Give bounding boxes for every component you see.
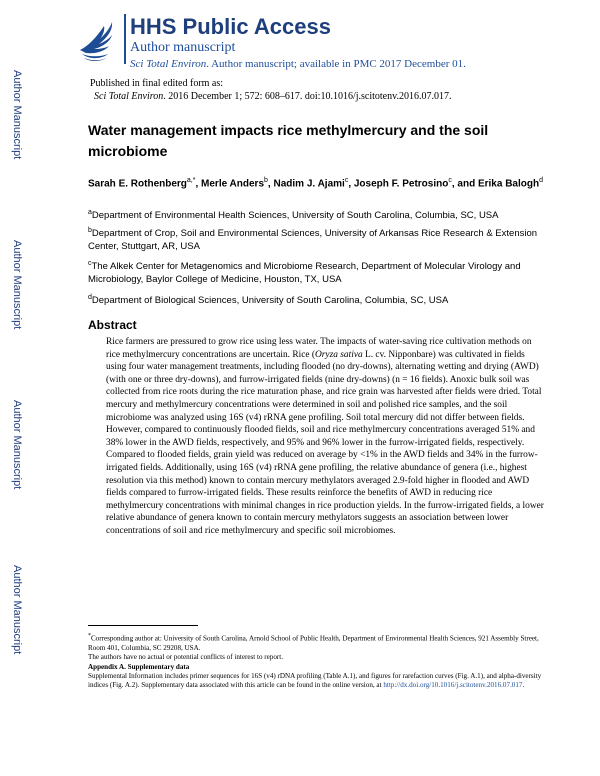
appendix-note: Supplemental Information includes primer sequences for 16S (v4) rDNA profiling (Table A.1), and figures for rarefaction curves (Fig. A.1), and alpha-diversity indices (Fig. A.2). Supplementary data associated with this article can be found in the online version, at http://dx.doi.org/10.1016/j.scitotenv.2016.07.017. [88, 671, 542, 690]
availability-line [130, 58, 466, 70]
side-label-3: Author Manuscript [11, 400, 23, 490]
footnote-divider [88, 625, 198, 626]
author-name: Erika Balogh [477, 178, 540, 190]
author-manuscript-label: Author manuscript [130, 40, 236, 55]
availability-text: . Author manuscript; available in PMC 2017 December 01. [206, 58, 466, 70]
corresponding-author-note: *Corresponding author at: University of South Carolina, Arnold School of Public Health, Department of Environmental Health Sciences, 921 Assembly Street, Room 401, Columbia, SC 29208, USA. [88, 633, 539, 652]
affiliation-c: $^c$The Alkek Center for Metagenomics and Microbiome Research, Department of Molecular Virology and Microbiology, Baylor College of Medicine, Houston, TX, USA [88, 260, 521, 286]
side-label-2: Author Manuscript [11, 240, 23, 330]
author-name: Joseph F. Petrosino [353, 178, 449, 190]
doi-link[interactable]: http://dx.doi.org/10.1016/j.scitotenv.2016.07.017 [383, 681, 523, 690]
journal-name: Sci Total Environ [130, 58, 207, 70]
author-name: Nadim J. Ajami [273, 178, 345, 190]
side-label-1: Author Manuscript [11, 70, 23, 160]
published-in-line: Published in final edited form as: [90, 78, 224, 89]
author-list [88, 174, 548, 191]
conflict-note: The authors have no actual or potential conflicts of interest to report. [88, 653, 284, 662]
side-label-4: Author Manuscript [11, 565, 23, 655]
header-divider [124, 14, 126, 64]
author-sep: , [267, 178, 274, 190]
citation-journal: Sci Total Environ [94, 91, 164, 102]
author-sup: c [344, 177, 349, 184]
citation-line [94, 91, 451, 102]
author-sup: b [264, 177, 268, 184]
affiliation-b: $^b$Department of Crop, Soil and Environmental Sciences, University of Arkansas Rice Research & Extension Center, Stuttgart, AR, USA [88, 227, 538, 253]
hhs-eagle-logo-icon [74, 16, 118, 62]
species-name: Oryza sativa [315, 349, 363, 360]
author-sup: c [448, 177, 452, 184]
author-name: Merle Anders [201, 178, 265, 190]
appendix-heading: Appendix A. Supplementary data [88, 662, 190, 671]
abstract-heading: Abstract [88, 318, 137, 332]
author-sep: , [348, 178, 354, 190]
citation-details: . 2016 December 1; 572: 608–617. doi:10.1016/j.scitotenv.2016.07.017. [163, 91, 452, 102]
article-title: Water management impacts rice methylmercury and the soil microbiome [88, 122, 489, 159]
author-sep: , and [451, 178, 478, 190]
author-sep: , [195, 178, 202, 190]
hhs-public-access-title: HHS Public Access [130, 14, 331, 39]
footnotes [88, 632, 548, 691]
affiliation-d: $^d$Department of Biological Sciences, University of South Carolina, Columbia, SC, USA [88, 294, 449, 307]
abstract-body: Rice farmers are pressured to grow rice using less water. The impacts of water-saving rice cultivation methods on rice methylmercury concentrations are uncertain. Rice (Oryza sativa L. cv. Nipponbare) was cultivated in fields using four water management treatments, including flooded (no dry-downs), alternating wetting and drying (AWD) (with one or three dry-downs), and furrow-irrigated fields (nine dry-downs) (n = 16 fields). Anoxic bulk soil was collected from rice roots during the rice maturation phase, and rice grain was harvested after fields were dried. Total mercury and methylmercury concentrations were determined in soil and polished rice samples, and the soil microbiome was analyzed using 16S (v4) rRNA gene profiling. Soil total mercury did not differ between fields. However, compared to continuously flooded fields, soil and rice methylmercury concentrations averaged 51% and 38% lower in the AWD fields, respectively, and 95% and 96% lower in the furrow-irrigated fields, respectively. Compared to flooded fields, grain yield was reduced on average by <1% in the AWD fields and 34% in the furrow-irrigated fields. Additionally, using 16S (v4) rRNA gene profiling, the relative abundance of genera (i.e., highest resolution via this method) known to contain mercury methylators averaged 2.9-fold higher in flooded and AWD fields compared to furrow-irrigated fields. These results reinforce the benefits of AWD in reducing rice methylmercury concentrations with minimal changes in rice production yields. In the furrow-irrigated fields, a lower relative abundance of genera known to contain mercury methylators suggests an association between lower concentrations of soil and rice methylmercury and specific soil microbiomes. [106, 337, 544, 536]
affiliation-a: $^a$Department of Environmental Health Sciences, University of South Carolina, Columbia, SC, USA [88, 209, 499, 222]
author-sup: a,* [186, 177, 196, 184]
author-name: Sarah E. Rothenberg [88, 178, 187, 190]
author-sup: d [539, 177, 544, 184]
